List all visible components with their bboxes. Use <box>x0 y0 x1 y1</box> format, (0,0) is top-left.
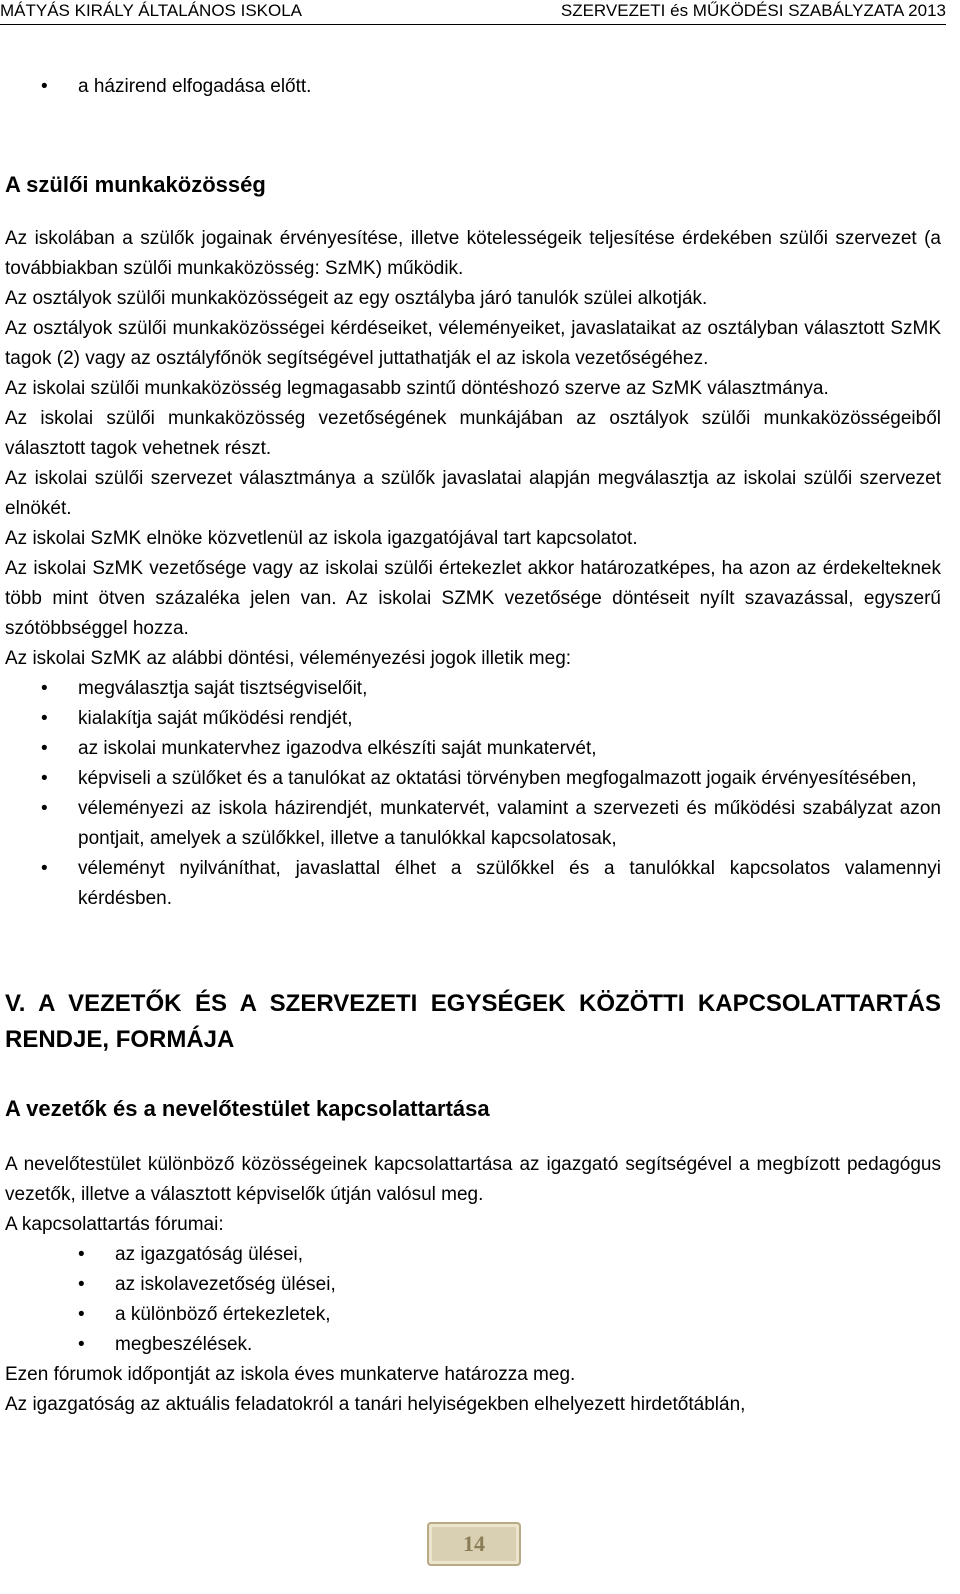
paragraph: Az igazgatóság az aktuális feladatokról a tanári helyiségekben elhelyezett hirdetőtáblán, <box>5 1394 746 1415</box>
forums-bullet-list <box>5 1240 941 1360</box>
chapter-heading: V. A VEZETŐK ÉS A SZERVEZETI EGYSÉGEK KÖZÖTTI KAPCSOLATTARTÁS RENDJE, FORMÁJA <box>5 990 941 1053</box>
paragraph: Az osztályok szülői munkaközösségei kérdéseiket, véleményeiket, javaslataikat az osztályban választott SzMK tagok (2) vagy az osztályfőnök segítségével juttathatják el az iskola vezetőségéhez. <box>5 318 941 369</box>
section-heading-parents-community: A szülői munkaközösség <box>5 172 266 197</box>
paragraph: Az iskolai szülői szervezet választmánya a szülők javaslatai alapján megválasztja az iskolai szülői szervezet elnökét. <box>5 468 941 519</box>
list-item: • megválasztja saját tisztségviselőit, <box>5 674 941 704</box>
list-item: • a különböző értekezletek, <box>5 1300 941 1330</box>
bullet-icon: • <box>41 858 48 879</box>
paragraph: Ezen fórumok időpontját az iskola éves munkaterve határozza meg. <box>5 1364 576 1385</box>
list-item: • az iskolavezetőség ülései, <box>5 1270 941 1300</box>
top-bullet-list <box>5 72 941 102</box>
paragraph: Az iskolában a szülők jogainak érvényesítése, illetve kötelességeik teljesítése érdekében szülői szervezet (a továbbiakban szülői munkaközösség: SzMK) működik. <box>5 228 941 279</box>
bullet-icon: • <box>41 798 48 819</box>
rights-bullet-list <box>5 674 941 914</box>
list-item: • véleményezi az iskola házirendjét, munkatervét, valamint a szervezeti és működési szabályzat azon pontjait, amelyek a szülőkkel, illetve a tanulókkal kapcsolatosak, <box>5 794 941 854</box>
bullet-icon: • <box>41 738 48 759</box>
paragraph: Az iskolai SzMK elnöke közvetlenül az iskola igazgatójával tart kapcsolatot. <box>5 528 638 549</box>
paragraph: Az iskolai SzMK az alábbi döntési, véleményezési jogok illetik meg: <box>5 648 572 669</box>
paragraph: Az iskolai SzMK vezetősége vagy az iskolai szülői értekezlet akkor határozatképes, ha azon az érdekelteknek több mint ötven százaléka jelen van. Az iskolai SZMK vezetősége döntéseit nyílt szavazással, egyszerű szótöbbséggel hozza. <box>5 558 941 639</box>
list-item: • kialakítja saját működési rendjét, <box>5 704 941 734</box>
header-document-title: SZERVEZETI és MŰKÖDÉSI SZABÁLYZATA 2013 <box>560 1 946 20</box>
section-heading-leaders-communication: A vezetők és a nevelőtestület kapcsolattartása <box>5 1096 490 1121</box>
list-item: • megbeszélések. <box>5 1330 941 1360</box>
bullet-icon: • <box>41 678 48 699</box>
page-header <box>0 0 946 25</box>
bullet-icon: • <box>41 708 48 729</box>
paragraph: A nevelőtestület különböző közösségeinek kapcsolattartása az igazgató segítségével a megbízott pedagógus vezetők, illetve a választott képviselők útján valósul meg. <box>5 1154 941 1205</box>
list-item: • véleményt nyilváníthat, javaslattal élhet a szülőkkel és a tanulókkal kapcsolatos valamennyi kérdésben. <box>5 854 941 914</box>
paragraph: Az iskolai szülői munkaközösség legmagasabb szintű döntéshozó szerve az SzMK választmánya. <box>5 378 829 399</box>
bullet-icon: • <box>41 768 48 789</box>
list-item: • képviseli a szülőket és a tanulókat az oktatási törvényben megfogalmazott jogaik érvényesítésében, <box>5 764 941 794</box>
header-school-name: MÁTYÁS KIRÁLY ÁLTALÁNOS ISKOLA <box>0 1 303 20</box>
bullet-icon: • <box>78 1334 85 1355</box>
bullet-icon: • <box>41 76 48 97</box>
page-number: 14 <box>427 1522 521 1566</box>
list-item: • az iskolai munkatervhez igazodva elkészíti saját munkatervét, <box>5 734 941 764</box>
forums-label: A kapcsolattartás fórumai: <box>5 1214 224 1235</box>
bullet-icon: • <box>78 1244 85 1265</box>
list-item: • az igazgatóság ülései, <box>5 1240 941 1270</box>
paragraph: Az iskolai szülői munkaközösség vezetőségének munkájában az osztályok szülői munkaközösségeiből választott tagok vehetnek részt. <box>5 408 941 459</box>
document-body <box>5 72 941 1420</box>
list-item: • a házirend elfogadása előtt. <box>5 72 941 102</box>
bullet-icon: • <box>78 1274 85 1295</box>
paragraph: Az osztályok szülői munkaközösségeit az egy osztályba járó tanulók szülei alkotják. <box>5 288 708 309</box>
bullet-icon: • <box>78 1304 85 1325</box>
